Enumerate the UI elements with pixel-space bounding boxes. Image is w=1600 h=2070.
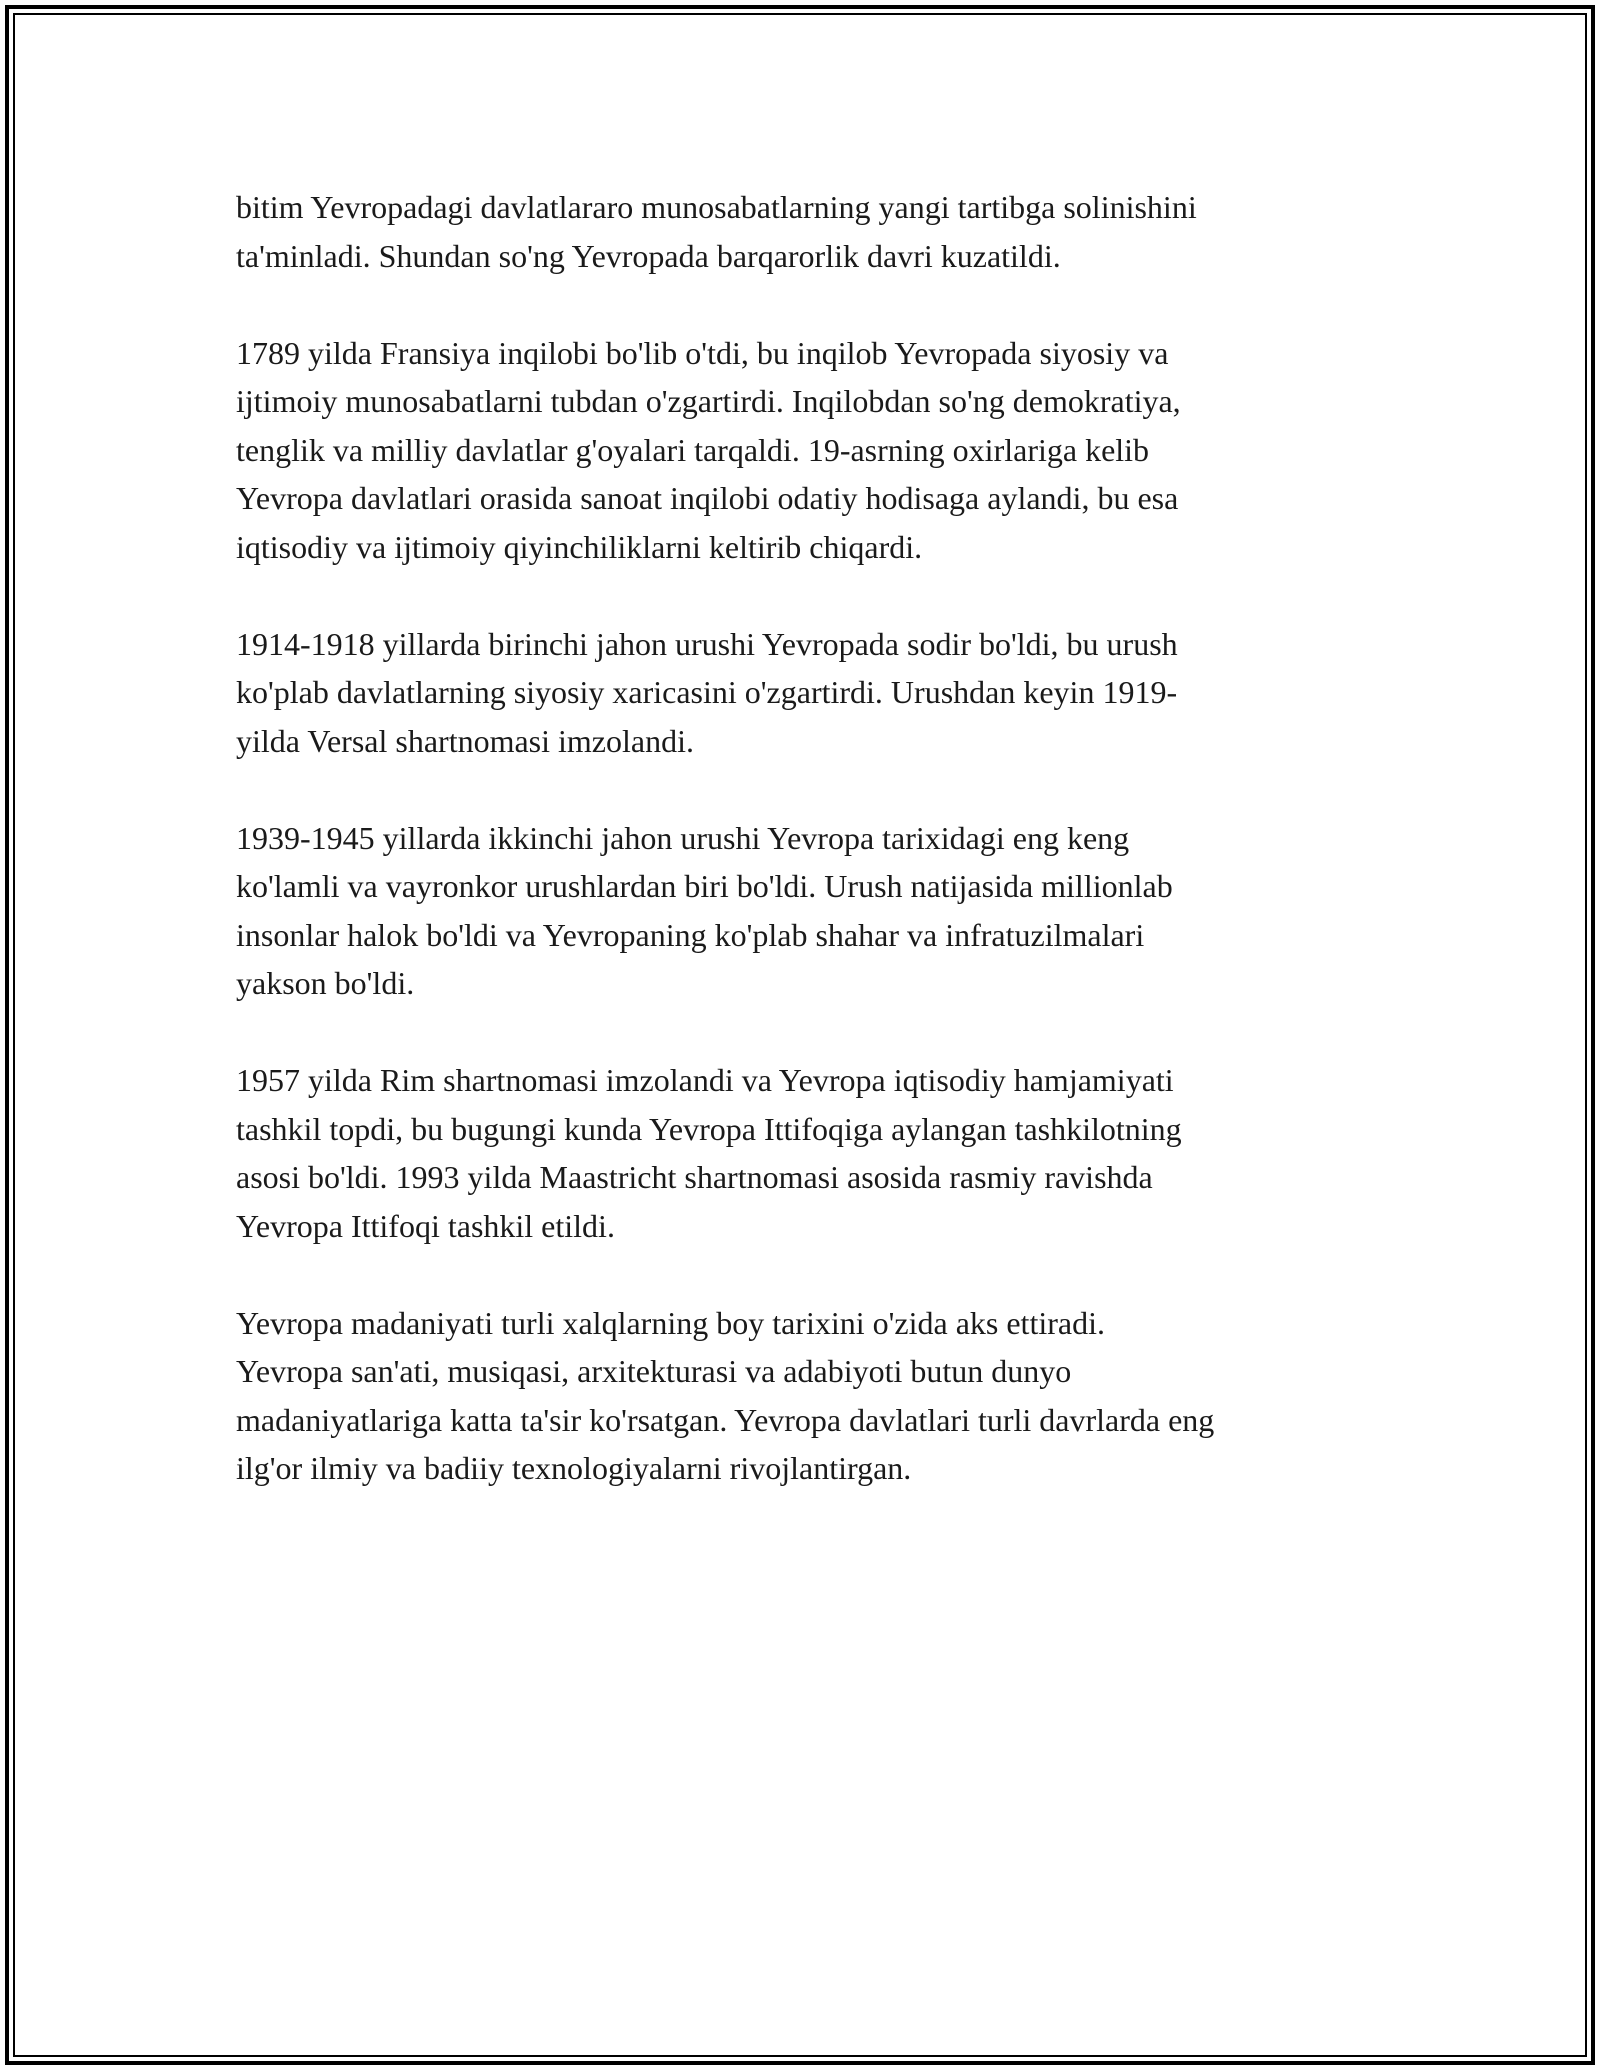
text-line: tashkil topdi, bu bugungi kunda Yevropa Ittifoqiga aylangan tashkilotning [236, 1110, 1182, 1147]
text-line: 1789 yilda Fransiya inqilobi bo'lib o'tdi, bu inqilob Yevropada siyosiy va [236, 334, 1169, 371]
text-line: yilda Versal shartnomasi imzolandi. [236, 722, 694, 759]
text-line: ijtimoiy munosabatlarni tubdan o'zgartirdi. Inqilobdan so'ng demokratiya, [236, 383, 1181, 419]
paragraph-treaty-stability [236, 183, 1416, 280]
paragraph-french-revolution [236, 329, 1416, 572]
text-line: bitim Yevropadagi davlatlararo munosabatlarning yangi tartibga solinishini [236, 189, 1197, 225]
text-line: Yevropa madaniyati turli xalqlarning boy tarixini o'zida aks ettiradi. [236, 1304, 1105, 1341]
paragraph-world-war-two [236, 814, 1416, 1008]
document-body [236, 183, 1416, 1541]
text-line: iqtisodiy va ijtimoiy qiyinchiliklarni keltirib chiqardi. [236, 528, 923, 565]
paragraph-european-union [236, 1056, 1416, 1250]
paragraph-european-culture [236, 1299, 1416, 1493]
text-line: Yevropa san'ati, musiqasi, arxitekturasi va adabiyoti butun dunyo [236, 1353, 1072, 1389]
text-line: ta'minladi. Shundan so'ng Yevropada barqarorlik davri kuzatildi. [236, 237, 1061, 274]
text-line: yakson bo'ldi. [236, 965, 415, 1001]
text-line: 1914-1918 yillarda birinchi jahon urushi Yevropada sodir bo'ldi, bu urush [236, 625, 1178, 662]
text-line: ko'plab davlatlarning siyosiy xaricasini o'zgartirdi. Urushdan keyin 1919- [236, 674, 1178, 710]
text-line: ko'lamli va vayronkor urushlardan biri bo'ldi. Urush natijasida millionlab [236, 868, 1173, 904]
text-line: asosi bo'ldi. 1993 yilda Maastricht shartnomasi asosida rasmiy ravishda [236, 1159, 1153, 1195]
paragraph-world-war-one [236, 620, 1416, 766]
text-line: 1957 yilda Rim shartnomasi imzolandi va Yevropa iqtisodiy hamjamiyati [236, 1062, 1174, 1098]
text-line: Yevropa davlatlari orasida sanoat inqilobi odatiy hodisaga aylandi, bu esa [236, 480, 1179, 516]
text-line: insonlar halok bo'ldi va Yevropaning ko'plab shahar va infratuzilmalari [236, 916, 1145, 953]
text-line: 1939-1945 yillarda ikkinchi jahon urushi Yevropa tarixidagi eng keng [236, 819, 1130, 856]
text-line: Yevropa Ittifoqi tashkil etildi. [236, 1207, 615, 1244]
text-line: ilg'or ilmiy va badiiy texnologiyalarni rivojlantirgan. [236, 1450, 912, 1486]
text-line: madaniyatlariga katta ta'sir ko'rsatgan. Yevropa davlatlari turli davrlarda eng [236, 1401, 1215, 1438]
text-line: tenglik va milliy davlatlar g'oyalari tarqaldi. 19-asrning oxirlariga kelib [236, 431, 1150, 468]
